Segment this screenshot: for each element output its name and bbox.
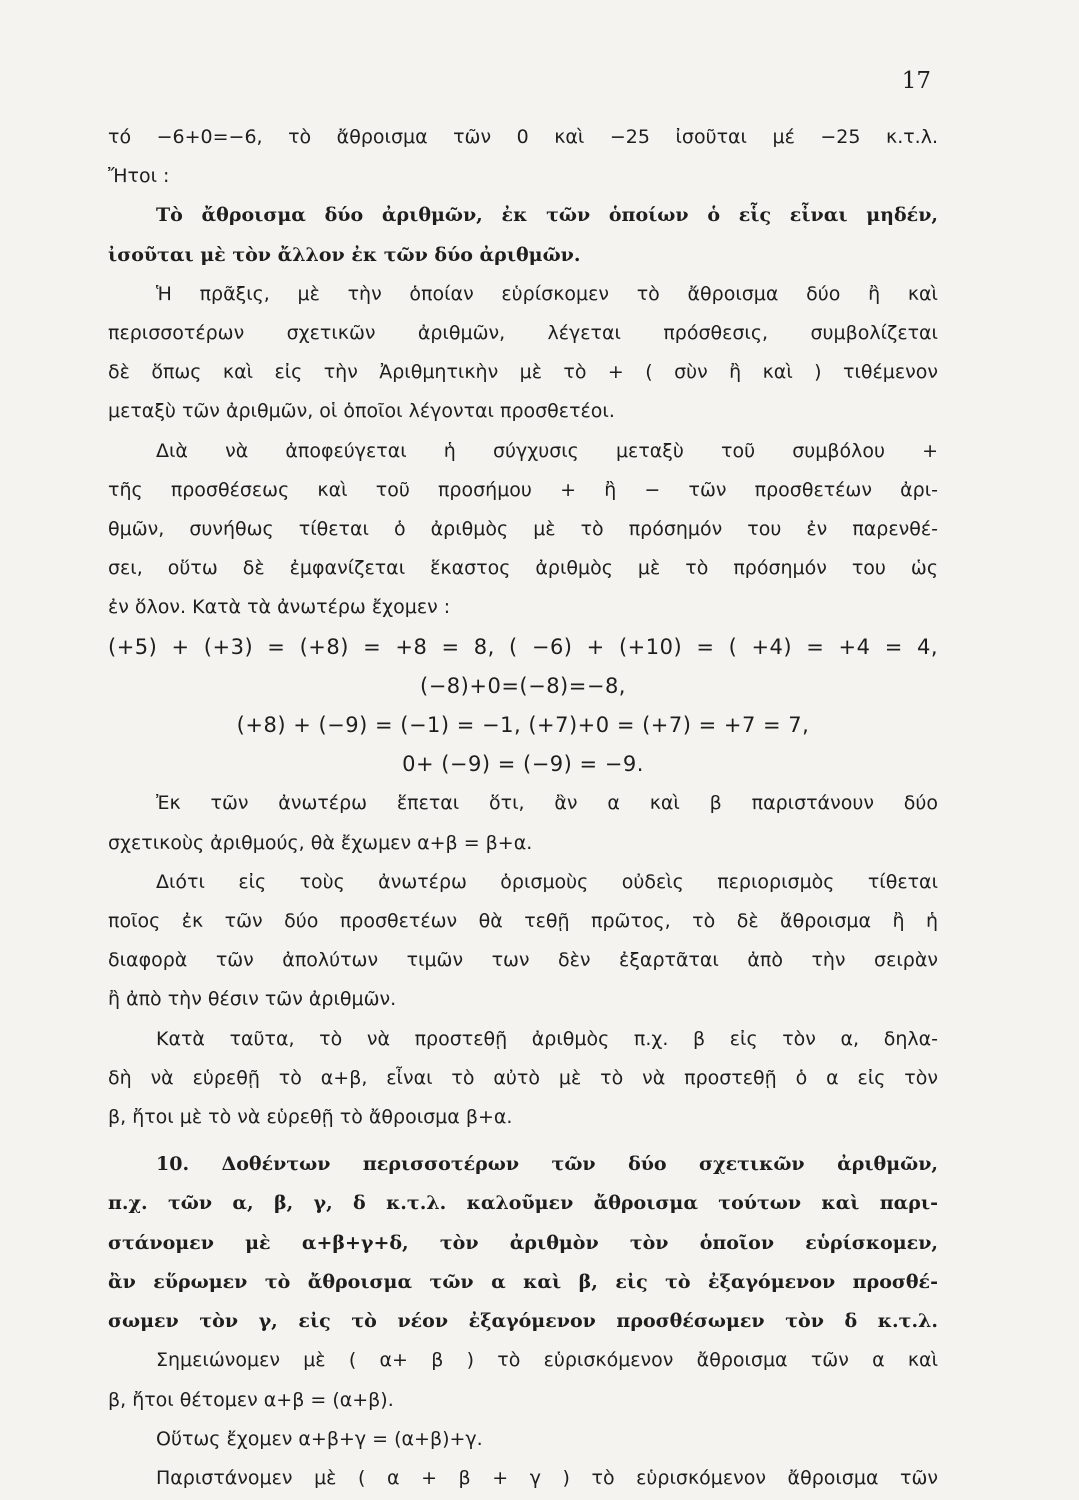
text-line: ἢ ἀπὸ τὴν θέσιν τῶν ἀριθμῶν. (108, 988, 397, 1011)
text-line: μεταξὺ τῶν ἀριθμῶν, οἱ ὁποῖοι λέγονται προσθετέοι. (108, 400, 615, 423)
text-line: τό −6+0=−6, τὸ ἄθροισμα τῶν 0 καὶ −25 ἰσοῦται μέ −25 κ.τ.λ. (108, 126, 938, 148)
text-line: στάνομεν μὲ α+β+γ+δ, τὸν ἀριθμὸν τὸν ὁποῖον εὑρίσκομεν, (108, 1231, 938, 1254)
text-line: Σημειώνομεν μὲ ( α+ β ) τὸ εὑρισκόμενον ἄθροισμα τῶν α καὶ (156, 1349, 938, 1372)
text-line: β, ἤτοι μὲ τὸ νὰ εὑρεθῇ τὸ ἄθροισμα β+α. (108, 1106, 513, 1129)
text-line: Ἐκ τῶν ἀνωτέρω ἕπεται ὅτι, ἂν α καὶ β παριστάνουν δύο (156, 792, 938, 815)
text-line: Ἡ πρᾶξις, μὲ τὴν ὁποίαν εὑρίσκομεν τὸ ἄθροισμα δύο ἢ καὶ (156, 282, 938, 305)
page-number: 17 (901, 68, 931, 94)
text-line: Κατὰ ταῦτα, τὸ νὰ προστεθῇ ἀριθμὸς π.χ. β εἰς τὸν α, δηλα- (156, 1027, 938, 1050)
text-line: Διὰ νὰ ἀποφεύγεται ἡ σύγχυσις μεταξὺ τοῦ συμβόλου + (156, 439, 938, 462)
text-line: ἰσοῦται μὲ τὸν ἄλλον ἐκ τῶν δύο ἀριθμῶν. (108, 243, 581, 266)
text-line: Τὸ ἄθροισμα δύο ἀριθμῶν, ἐκ τῶν ὁποίων ὁ εἷς εἶναι μηδέν, (156, 204, 938, 227)
text-line: σχετικοὺς ἀριθμούς, θὰ ἔχωμεν α+β = β+α. (108, 831, 533, 854)
text-line: (+5) + (+3) = (+8) = +8 = 8, ( −6) + (+10) = ( +4) = +4 = 4, (108, 634, 938, 659)
text-line: Διότι εἰς τοὺς ἀνωτέρω ὁρισμοὺς οὐδεὶς περιορισμὸς τίθεται (156, 870, 938, 893)
text-line: (+8) + (−9) = (−1) = −1, (+7)+0 = (+7) = +7 = 7, (236, 713, 810, 738)
text-line: τῆς προσθέσεως καὶ τοῦ προσήμου + ἢ − τῶν προσθετέων ἀρι- (108, 478, 938, 501)
text-line: δὲ ὅπως καὶ εἰς τὴν Ἀριθμητικὴν μὲ τὸ + ( σὺν ἢ καὶ ) τιθέμενον (108, 361, 938, 384)
text-line: ἂν εὕρωμεν τὸ ἄθροισμα τῶν α καὶ β, εἰς τὸ ἐξαγόμενον προσθέ- (108, 1270, 938, 1293)
text-line: 10. Δοθέντων περισσοτέρων τῶν δύο σχετικῶν ἀριθμῶν, (156, 1153, 938, 1176)
text-line: περισσοτέρων σχετικῶν ἀριθμῶν, λέγεται πρόσθεσις, συμβολίζεται (108, 322, 938, 345)
text-line: Ἤτοι : (108, 165, 170, 188)
text-line: σει, οὕτω δὲ ἐμφανίζεται ἕκαστος ἀριθμὸς μὲ τὸ πρόσημόν του ὡς (108, 557, 938, 580)
text-line: Παριστάνομεν μὲ ( α + β + γ ) τὸ εὑρισκόμενον ἄθροισμα τῶν (156, 1466, 938, 1489)
text-line: ποῖος ἐκ τῶν δύο προσθετέων θὰ τεθῇ πρῶτος, τὸ δὲ ἄθροισμα ἢ ἡ (108, 910, 938, 933)
text-line: θμῶν, συνήθως τίθεται ὁ ἀριθμὸς μὲ τὸ πρόσημόν του ἐν παρενθέ- (108, 518, 938, 541)
text-line: (−8)+0=(−8)=−8, (420, 673, 626, 698)
text-line: π.χ. τῶν α, β, γ, δ κ.τ.λ. καλοῦμεν ἄθροισμα τούτων καὶ παρι- (108, 1192, 938, 1215)
page-body (108, 118, 938, 1498)
text-line: διαφορὰ τῶν ἀπολύτων τιμῶν των δὲν ἐξαρτᾶται ἀπὸ τὴν σειρὰν (108, 949, 938, 972)
text-line: δὴ νὰ εὑρεθῇ τὸ α+β, εἶναι τὸ αὐτὸ μὲ τὸ νὰ προστεθῇ ὁ α εἰς τὸν (108, 1066, 938, 1089)
text-line: Οὕτως ἔχομεν α+β+γ = (α+β)+γ. (156, 1427, 483, 1450)
text-line: σωμεν τὸν γ, εἰς τὸ νέον ἐξαγόμενον προσθέσωμεν τὸν δ κ.τ.λ. (108, 1310, 938, 1333)
text-line: ἐν ὅλον. Κατὰ τὰ ἀνωτέρω ἔχομεν : (108, 596, 451, 619)
text-line: β, ἤτοι θέτομεν α+β = (α+β). (108, 1388, 394, 1411)
text-line: 0+ (−9) = (−9) = −9. (402, 752, 644, 777)
